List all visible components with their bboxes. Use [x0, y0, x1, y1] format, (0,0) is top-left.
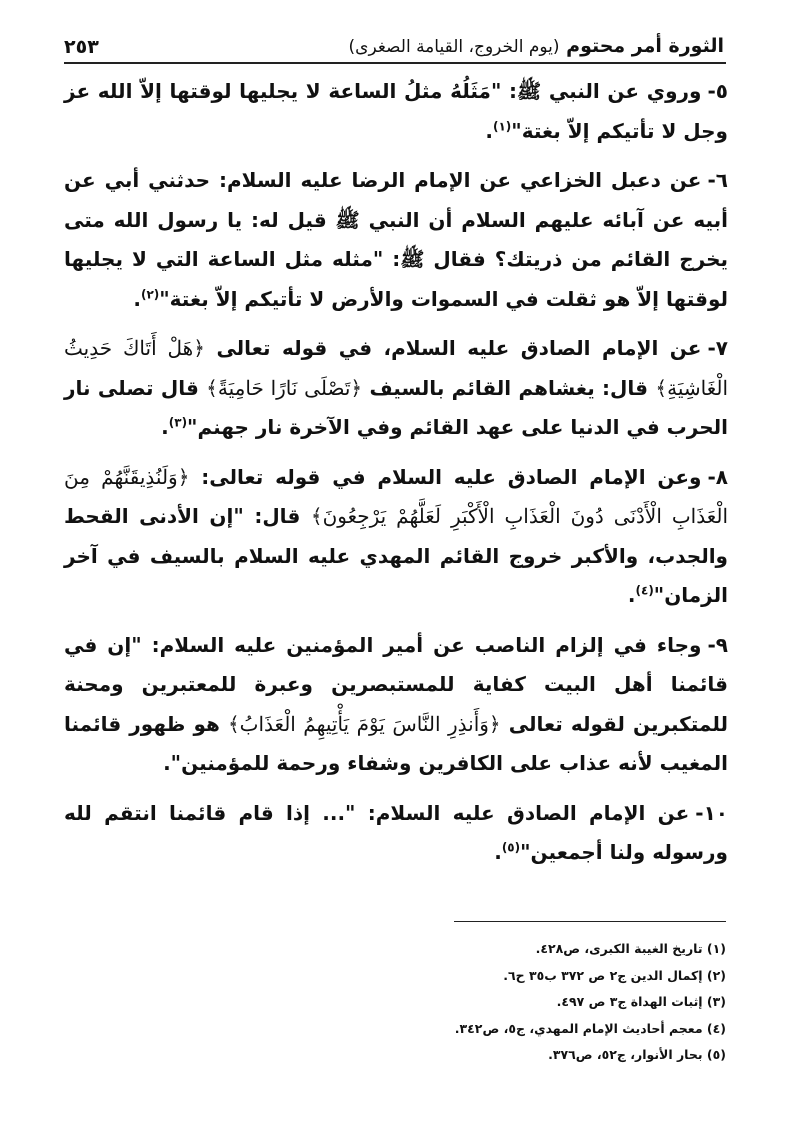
- paragraph-6: [64, 161, 728, 319]
- paragraph-10: [64, 794, 728, 873]
- paragraph-end: .: [161, 415, 169, 439]
- paragraph-end: .: [494, 840, 502, 864]
- paragraph-text: هو ظهور قائمنا المغيب لأنه عذاب على الكافرين وشفاء ورحمة للمؤمنين".: [64, 711, 728, 775]
- quran-verse: ﴿تَصْلَى نَارًا حَامِيَةً﴾: [206, 375, 363, 400]
- paragraph-text: وجاء في إلزام الناصب عن أمير المؤمنين عليه السلام: "إن في قائمنا أهل البيت كفاية للمستبصرين وعبرة للمعتبرين ومحنة للمتكبرين لقوله تعالى: [64, 632, 728, 736]
- quran-verse: ﴿هَلْ أَتَاكَ حَدِيثُ الْغَاشِيَةِ﴾: [64, 336, 729, 400]
- header-title-block: [349, 33, 725, 60]
- paragraph-text: وعن الإمام الصادق عليه السلام في قوله تعالى:: [189, 464, 702, 489]
- footnote-3: (٣) إثبات الهداة ج٣ ص ٤٩٧.: [556, 994, 726, 1009]
- header-subtitle: (يوم الخروج، القيامة الصغرى): [348, 37, 560, 57]
- paragraph-7: [64, 329, 728, 448]
- footnote-ref: (٤): [635, 583, 654, 598]
- paragraph-number: ٧-: [707, 336, 728, 360]
- paragraph-text: وروي عن النبي ﷺ: "مَثَلُهُ مثلُ الساعة لا يجليها لوقتها إلاّ الله عز وجل لا تأتيكم إلاّ بغتة": [64, 79, 728, 143]
- footnote-ref: (٢): [140, 286, 160, 301]
- header-title: الثورة أمر محتوم: [566, 35, 724, 57]
- paragraph-text: قال: يغشاهم القائم بالسيف: [362, 375, 656, 400]
- footnote-5: (٥) بحار الأنوار، ج٥٢، ص٣٧٦.: [548, 1047, 726, 1062]
- footnote-4: (٤) معجم أحاديث الإمام المهدي، ج٥، ص٣٤٢.: [454, 1020, 726, 1036]
- paragraph-number: ١٠-: [695, 800, 728, 825]
- footnote-ref: (٣): [168, 415, 188, 430]
- paragraph-9: [64, 626, 728, 784]
- paragraph-text: عن الإمام الصادق عليه السلام، في قوله تعالى: [204, 336, 702, 360]
- paragraph-end: .: [627, 583, 636, 607]
- footnote-2: (٢) إكمال الدين ج٢ ص ٣٧٢ ب٣٥ ح٦.: [503, 967, 726, 983]
- running-header: [64, 30, 724, 60]
- paragraph-number: ٦-: [707, 168, 728, 192]
- paragraph-end: .: [133, 286, 141, 311]
- footnotes: [86, 936, 726, 1069]
- paragraph-text: عن دعبل الخزاعي عن الإمام الرضا عليه السلام: حدثني أبي عن أبيه عن آبائه عليهم السلام أن النبي ﷺ قيل له: يا رسول الله متى يخرج القائم من ذريتك؟ فقال ﷺ: "مثله مثل الساعة التي لا يجليها لوقتها إلاّ هو ثقلت في السموات والأرض لا تأتيكم إلاّ بغتة": [64, 168, 728, 311]
- paragraph-text: قال تصلى نار الحرب في الدنيا على عهد القائم وفي الآخرة نار جهنم": [64, 375, 728, 439]
- paragraph-number: ٨-: [707, 464, 729, 489]
- quran-verse: ﴿وَلَنُذِيقَنَّهُمْ مِنَ الْعَذَابِ الْأَدْنَى دُونَ الْعَذَابِ الْأَكْبَرِ لَعَلَّهُمْ يَرْجِعُونَ﴾: [64, 464, 729, 528]
- header-rule: [64, 62, 726, 64]
- quran-verse: ﴿وَأَنذِرِ النَّاسَ يَوْمَ يَأْتِيهِمُ الْعَذَابُ﴾: [227, 711, 501, 736]
- paragraph-number: ٩-: [707, 632, 728, 657]
- footnote-1: (١) تاريخ الغيبة الكبرى، ص٤٢٨.: [535, 941, 726, 956]
- paragraph-end: .: [485, 118, 493, 143]
- footnote-ref: (١): [492, 118, 512, 133]
- footnote-ref: (٥): [501, 840, 521, 855]
- paragraph-text: عن الإمام الصادق عليه السلام: "... إذا قام قائمنا انتقم لله ورسوله ولنا أجمعين": [64, 800, 728, 864]
- footnote-separator: [454, 921, 726, 922]
- paragraph-number: ٥-: [707, 79, 728, 103]
- main-text: [64, 72, 728, 883]
- paragraph-5: [64, 72, 728, 151]
- paragraph-text: قال: "إن الأدنى القحط والجدب، والأكبر خروج القائم المهدي عليه السلام بالسيف في آخر الزمان": [64, 504, 728, 607]
- paragraph-8: [64, 458, 728, 616]
- page-number: ٢٥٣: [64, 36, 99, 58]
